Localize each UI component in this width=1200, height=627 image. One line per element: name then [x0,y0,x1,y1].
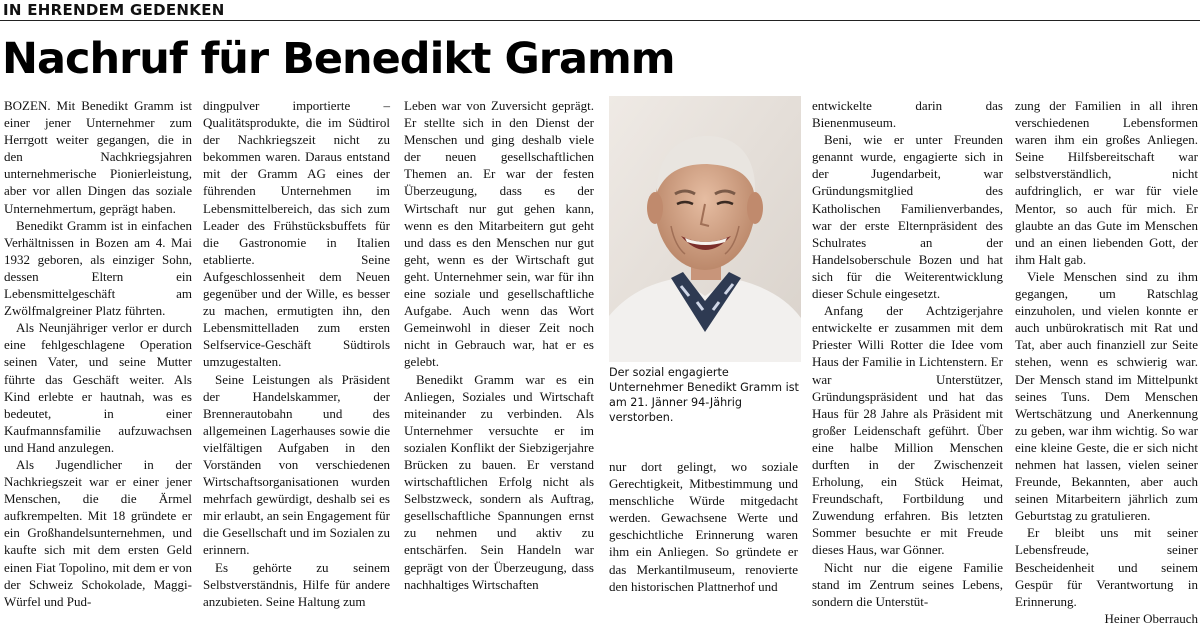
paragraph: Anfang der Achtzigerjahre entwickelte er zusammen mit dem Priester Willi Rotter die Idee vom Haus der Familie in Lichtenstern. Er war Unterstützer, Gründungspräsident und hat das Haus für 28 Jahre als Präsident mit großer Leidenschaft geführt. Über eine halbe Million Menschen durften in der Zwischenzeit Erholung, ein Stück Heimat, Freundschaft, Fortbildung und Zuwendung erfahren. Bis letzten Sommer besuchte er mit Freude dieses Haus, war Gönner. [812,303,1003,558]
paragraph: Als Neunjähriger verlor er durch eine fehlgeschlagene Operation seinen Vater, und seine Mutter führte das Geschäft weiter. Als Kind erlebte er hautnah, was es bedeutet, in einer Kaufmannsfamilie aufzuwachsen und Hand anzulegen. [4,320,192,455]
paragraph: BOZEN. Mit Benedikt Gramm ist einer jener Unternehmer zum Herrgott weiter gegangen, die in den Nachkriegsjahren unternehmerische Pionierleistung, aber vor allen Dingen das soziale Unternehmertum, geprägt haben. [4,98,192,216]
paragraph: Viele Menschen sind zu ihm gegangen, um Ratschlag einzuholen, und vielen konnte er auch unbürokratisch mit Rat und Tat, aber auch finanziell zur Seite stehen, wenn es schwierig war. Der Mensch stand im Mittelpunkt seines Tuns. Dem Menschen Wertschätzung und Anerkennung zu geben, war ihm wichtig. So war eine kleine Geste, die er sich nicht nehmen hat lassen, vielen seiner Freunde, Bekannten, aber auch seinen Mitarbeitern jährlich zum Geburtstag zu gratulieren. [1015,268,1198,524]
paragraph: Leben war von Zuversicht geprägt. Er stellte sich in den Dienst der Menschen und ging deshalb viele der neuen gesellschaftlichen Themen an. Er war der festen Überzeugung, dass es der Wirtschaft nur gut gehen kann, wenn es den Mitarbeitern gut geht und dass es den Menschen nur gut geht, wenn es der Wirtschaft gut geht. Unternehmer sein, war für ihn eine soziale und gesellschaftliche Aufgabe. Auch wenn das Wort Gemeinwohl in dieser Zeit noch nicht in Gebrauch war, hat er es gelebt. [404,98,594,370]
text-column-3 [404,97,594,592]
paragraph: Seine Leistungen als Präsident der Handelskammer, der Brennerautobahn und des allgemeinen Lagerhauses sowie die vielfältigen Aufgaben in den Vorständen von verschiedenen Wirtschaftsorganisationen wurden mehrfach gewürdigt, deshalb sei es mir erlaubt, an sein Engagement für die Gesellschaft und im Sozialen zu erinnern. [203,371,390,558]
portrait-photo [609,96,801,362]
paragraph: Benedikt Gramm ist in einfachen Verhältnissen in Bozen am 4. Mai 1932 geboren, als einziger Sohn, dessen Eltern ein Lebensmittelgeschäft am Zwölfmalgreiner Platz führten. [4,217,192,319]
text-column-5 [812,97,1003,609]
text-column-2 [203,97,390,609]
paragraph: Er bleibt uns mit seiner Lebensfreude, seiner Bescheidenheit und seinem Gespür für Verantwortung in Erinnerung. [1015,525,1198,609]
paragraph: zung der Familien in all ihren verschiedenen Lebensformen waren ihm ein großes Anliegen. Seine Hilfsbereitschaft war selbstverständlich, nicht aufdringlich, er war für viele Mentor, so auch für mich. Er glaubte an das Gute im Menschen und an einen liebenden Gott, der ihm Halt gab. [1015,98,1198,267]
photo-caption: Der sozial engagierte Unternehmer Benedikt Gramm ist am 21. Jänner 94-Jährig verstorben. [609,366,799,424]
paragraph: Beni, wie er unter Freunden genannt wurde, engagierte sich in der Jugendarbeit, war Gründungsmitglied des Katholischen Familienverbandes, war der erste Elternpräsident des Schulrates an der Handelsoberschule Bozen und hat sich für die Weiterentwicklung dieser Schule eingesetzt. [812,132,1003,302]
paragraph: Als Jugendlicher in der Nachkriegszeit war er einer jener Menschen, die die Ärmel aufkrempelten. Mit 18 gründete er ein Großhandelsunternehmen, und kaufte sich mit dem ersten Geld einen Fiat Topolino, mit dem er von der Schweiz Schokolade, Maggi-Würfel und Pud- [4,456,192,609]
paragraph: dingpulver importierte – Qualitätsprodukte, die im Südtirol der Nachkriegszeit nicht zu bekommen waren. Daraus entstand mit der Gramm AG eines der führenden Unternehmen im Lebensmittelbereich, das sich zum Leader des Frühstücksbuffets für die Gastronomie in Italien etablierte. Seine Aufgeschlossenheit dem Neuen gegenüber und der Wille, es besser zu machen, ermutigten ihn, den Lebensmittelladen zum ersten Selfservice-Geschäft Südtirols umzugestalten. [203,98,390,370]
paragraph: nur dort gelingt, wo soziale Gerechtigkeit, Mitbestimmung und menschliche Würde mitgedacht werden. Gewachsene Werte und geschichtliche Erinnerung waren ihm ein Anliegen. So gründete er das Merkantilmuseum, renovierte den historischen Plattnerhof und [609,459,798,594]
section-kicker: IN EHRENDEM GEDENKEN [3,1,225,19]
paragraph: Benedikt Gramm war es ein Anliegen, Soziales und Wirtschaft miteinander zu verbinden. Als Unternehmer versuchte er im sozialen Konflikt der Siebzigerjahre Brücken zu bauen. Er verstand wirtschaftlichen Erfolg nicht als Selbstzweck, sondern als Auftrag, gesellschaftliche Spannungen ernst zu nehmen und aktiv zu entschärfen. Sein Handeln war geprägt von der Überzeugung, dass nachhaltiges Wirtschaften [404,371,594,592]
author-signature: Heiner Oberrauch [1104,610,1198,626]
text-column-1 [4,97,192,609]
paragraph: Es gehörte zu seinem Selbstverständnis, Hilfe für andere anzubieten. Seine Haltung zum [203,559,390,609]
headline: Nachruf für Benedikt Gramm [2,34,675,84]
text-column-4 [609,458,798,594]
portrait-illustration [609,96,801,362]
kicker-rule [0,20,1200,21]
text-column-6 [1015,97,1198,626]
paragraph: entwickelte darin das Bienenmuseum. [812,98,1003,131]
paragraph: Nicht nur die eigene Familie stand im Zentrum seines Lebens, sondern die Unterstüt- [812,559,1003,609]
